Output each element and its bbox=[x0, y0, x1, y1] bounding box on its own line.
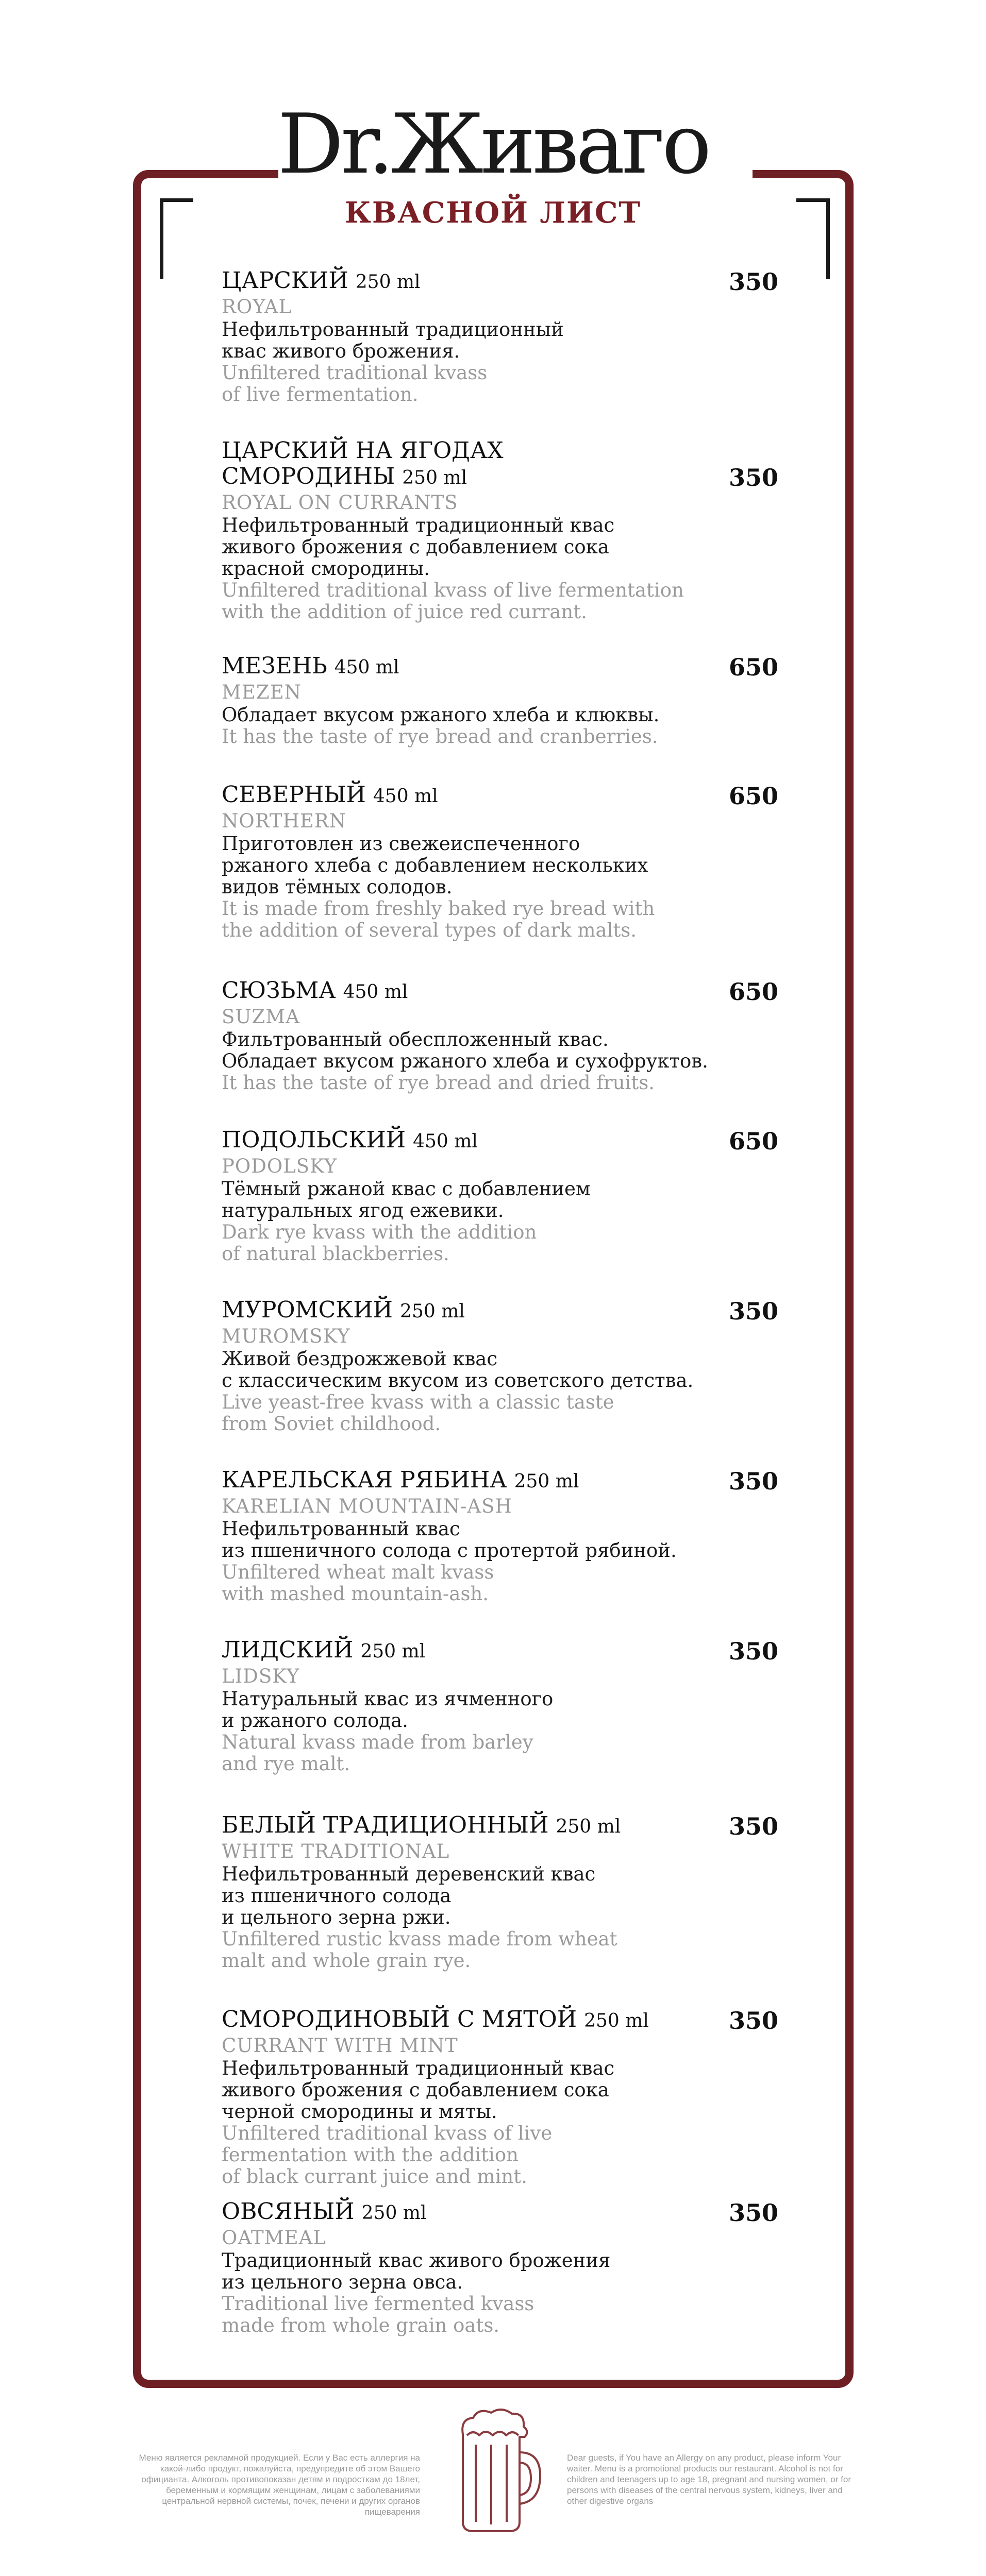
menu-item bbox=[222, 1467, 778, 1605]
item-description: Фильтрованный обеспложенный квас. Обладает вкусом ржаного хлеба и сухофруктов. bbox=[222, 1028, 708, 1072]
item-description: Нефильтрованный традиционный квас живого брожения. bbox=[222, 318, 564, 362]
item-price: 350 bbox=[728, 2199, 778, 2227]
item-description: Традиционный квас живого брожения из цельного зерна овса. bbox=[222, 2249, 611, 2293]
item-volume: 250 ml bbox=[556, 1816, 621, 1837]
item-name-en: ROYAL bbox=[222, 296, 292, 318]
item-volume: 250 ml bbox=[400, 1301, 465, 1322]
item-name-en: LIDSKY bbox=[222, 1665, 300, 1687]
item-description: Нефильтрованный деревенский квас из пшеничного солода и цельного зерна ржи. bbox=[222, 1863, 596, 1928]
menu-item bbox=[222, 782, 778, 941]
item-description-en: It has the taste of rye bread and cranberries. bbox=[222, 725, 658, 748]
item-volume: 250 ml bbox=[360, 1641, 426, 1662]
menu-item bbox=[222, 268, 778, 405]
item-description: Нефильтрованный традиционный квас живого брожения с добавлением сока черной смородины и мяты. bbox=[222, 2057, 615, 2123]
item-description: Живой бездрожжевой квас с классическим вкусом из советского детства. bbox=[222, 1348, 694, 1392]
item-name-en: ROYAL ON CURRANTS bbox=[222, 492, 458, 514]
beer-mug-icon bbox=[442, 2403, 545, 2537]
menu-item bbox=[222, 978, 778, 1094]
item-description-en: Unfiltered traditional kvass of live fermentation with the addition of juice red currant. bbox=[222, 579, 684, 623]
item-description: Приготовлен из свежеиспеченного ржаного хлеба с добавлением нескольких видов тёмных солодов. bbox=[222, 833, 648, 898]
disclaimer-en: Dear guests, if You have an Allergy on any product, please inform Your waiter. Menu is a promotional products our restaurant. Alcohol is not for children and teenagers up to age 18, pregnant and nursing women, or for persons with diseases of the central nervous system, kidneys, liver and other digestive organs bbox=[567, 2453, 851, 2506]
item-description-en: Traditional live fermented kvass made from whole grain oats. bbox=[222, 2293, 534, 2336]
item-name: СЕВЕРНЫЙ bbox=[222, 782, 366, 808]
item-name-en: SUZMA bbox=[222, 1006, 300, 1028]
brand-logo: Dr.Живаго bbox=[277, 96, 709, 192]
menu-item bbox=[222, 1637, 778, 1775]
item-name-en: PODOLSKY bbox=[222, 1155, 338, 1177]
item-description-en: Natural kvass made from barley and rye malt. bbox=[222, 1731, 533, 1775]
item-price: 650 bbox=[728, 782, 778, 810]
item-name: ЛИДСКИЙ bbox=[222, 1637, 354, 1663]
item-volume: 450 ml bbox=[413, 1131, 478, 1152]
item-name-en: NORTHERN bbox=[222, 810, 347, 832]
item-name-en: MUROMSKY bbox=[222, 1325, 350, 1347]
item-description: Натуральный квас из ячменного и ржаного солода. bbox=[222, 1688, 554, 1732]
item-price: 350 bbox=[728, 1812, 778, 1840]
item-volume: 250 ml bbox=[514, 1471, 579, 1492]
menu-item bbox=[222, 1127, 778, 1265]
item-description: Обладает вкусом ржаного хлеба и клюквы. bbox=[222, 704, 660, 726]
item-price: 350 bbox=[728, 1637, 778, 1665]
item-description: Нефильтрованный квас из пшеничного солода с протертой рябиной. bbox=[222, 1518, 677, 1562]
item-description-en: Dark rye kvass with the addition of natural blackberries. bbox=[222, 1221, 537, 1265]
item-volume: 450 ml bbox=[334, 657, 399, 678]
item-name-en: KARELIAN MOUNTAIN-ASH bbox=[222, 1495, 512, 1517]
item-description-en: It is made from freshly baked rye bread with the addition of several types of dark malts. bbox=[222, 897, 655, 941]
item-volume: 250 ml bbox=[584, 2010, 649, 2031]
item-volume: 450 ml bbox=[343, 981, 408, 1003]
item-price: 350 bbox=[728, 1467, 778, 1495]
item-price: 350 bbox=[728, 1297, 778, 1325]
item-description-en: Live yeast-free kvass with a classic taste from Soviet childhood. bbox=[222, 1391, 614, 1435]
item-name: МЕЗЕНЬ bbox=[222, 653, 327, 679]
item-volume: 450 ml bbox=[373, 786, 438, 807]
item-volume: 250 ml bbox=[402, 467, 467, 488]
item-name-en: OATMEAL bbox=[222, 2227, 326, 2249]
item-description: Нефильтрованный традиционный квас живого брожения с добавлением сока красной смородины. bbox=[222, 514, 615, 580]
item-price: 350 bbox=[728, 268, 778, 296]
item-description-en: Unfiltered wheat malt kvass with mashed mountain-ash. bbox=[222, 1561, 494, 1605]
menu-item bbox=[222, 653, 778, 748]
item-volume: 250 ml bbox=[361, 2202, 427, 2224]
menu-item bbox=[222, 1812, 778, 1972]
item-description-en: Unfiltered rustic kvass made from wheat malt and whole grain rye. bbox=[222, 1928, 617, 1972]
item-price: 650 bbox=[728, 653, 778, 681]
item-name: ЦАРСКИЙ НА ЯГОДАХ СМОРОДИНЫ bbox=[222, 437, 504, 489]
menu-item bbox=[222, 2007, 778, 2188]
item-name: КАРЕЛЬСКАЯ РЯБИНА bbox=[222, 1467, 507, 1493]
page-title: КВАСНОЙ ЛИСТ bbox=[344, 196, 642, 230]
menu-item bbox=[222, 2199, 778, 2336]
item-name: МУРОМСКИЙ bbox=[222, 1297, 393, 1323]
item-name: БЕЛЫЙ ТРАДИЦИОННЫЙ bbox=[222, 1812, 549, 1838]
item-name: ПОДОЛЬСКИЙ bbox=[222, 1127, 406, 1153]
menu-item bbox=[222, 1297, 778, 1435]
item-name-en: CURRANT WITH MINT bbox=[222, 2035, 458, 2057]
item-name: ЦАРСКИЙ bbox=[222, 267, 348, 294]
item-description-en: Unfiltered traditional kvass of live fermentation. bbox=[222, 362, 488, 405]
menu-item bbox=[222, 438, 778, 623]
item-name: ОВСЯНЫЙ bbox=[222, 2198, 355, 2225]
item-price: 350 bbox=[728, 2007, 778, 2035]
item-name: СЮЗЬМА bbox=[222, 977, 336, 1004]
item-name: СМОРОДИНОВЫЙ С МЯТОЙ bbox=[222, 2006, 577, 2032]
item-description-en: It has the taste of rye bread and dried fruits. bbox=[222, 1072, 655, 1094]
item-description: Тёмный ржаной квас с добавлением натуральных ягод ежевики. bbox=[222, 1178, 591, 1222]
item-price: 350 bbox=[728, 464, 778, 492]
item-name-en: MEZEN bbox=[222, 681, 302, 703]
item-volume: 250 ml bbox=[355, 272, 421, 293]
item-description-en: Unfiltered traditional kvass of live fermentation with the addition of black currant juice and mint. bbox=[222, 2122, 553, 2188]
disclaimer-ru: Меню является рекламной продукцией. Если у Вас есть аллергия на какой-либо продукт, пожалуйста, предупредите об этом Вашего официанта. Алкоголь противопоказан детям и подросткам до 18лет, беременным и кормящим женщинам, лицам с заболеваниями центральной нервной системы, почек, печени и других органов пищеварения bbox=[139, 2453, 420, 2517]
item-price: 650 bbox=[728, 978, 778, 1006]
item-price: 650 bbox=[728, 1127, 778, 1155]
item-name-en: WHITE TRADITIONAL bbox=[222, 1840, 450, 1862]
